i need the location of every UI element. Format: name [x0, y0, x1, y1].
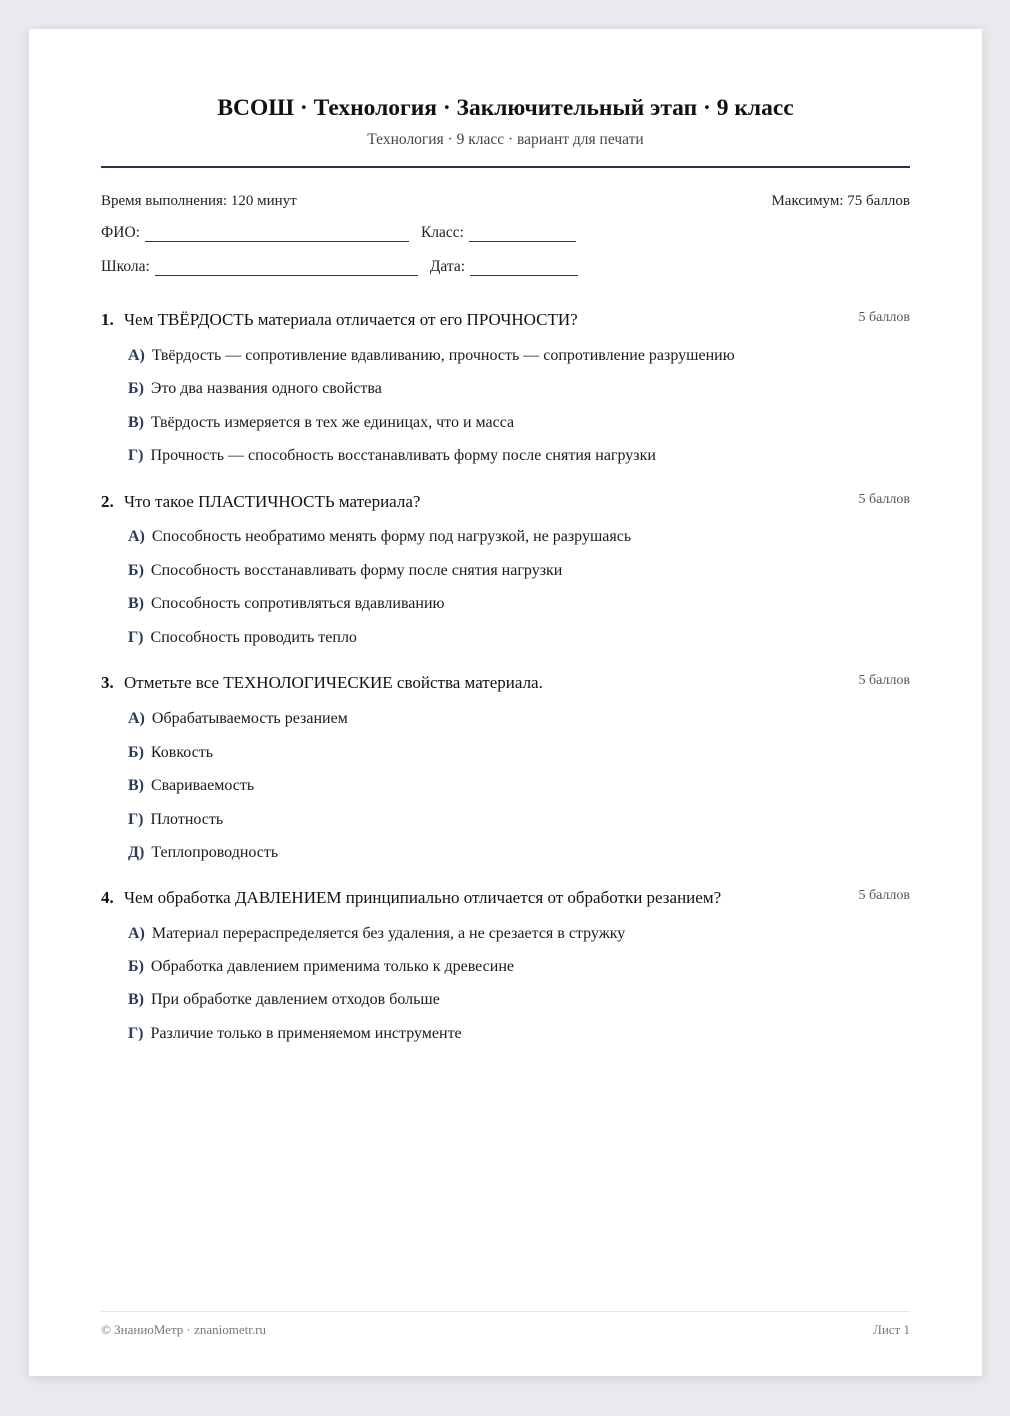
footer-copyright: © ЗнаниоМетр · znaniometr.ru — [101, 1322, 266, 1337]
fio-class-row — [101, 224, 576, 242]
school-blank[interactable] — [155, 261, 418, 276]
page-subtitle: Технология · 9 класс · вариант для печати — [367, 131, 644, 148]
option-text: Способность необратимо менять форму под нагрузкой, не разрушаясь — [151, 528, 632, 545]
option-text: Обработка давлением применима только к древесине — [150, 958, 514, 975]
option-letter: А) — [128, 528, 145, 545]
fio-label: ФИО: — [101, 224, 140, 241]
question-number: 2. — [101, 492, 114, 511]
answer-option[interactable] — [128, 777, 254, 795]
option-text: Ковкость — [150, 744, 214, 761]
question-points: 5 баллов — [858, 310, 910, 325]
option-letter: Г) — [128, 1025, 144, 1042]
question-4 — [101, 888, 910, 1042]
question-header — [101, 492, 910, 514]
question-header — [101, 310, 910, 332]
option-text: Твёрдость — сопротивление вдавливанию, прочность — сопротивление разрушению — [151, 347, 735, 364]
option-text: Обрабатываемость резанием — [151, 710, 348, 727]
option-text: При обработке давлением отходов больше — [151, 991, 440, 1008]
question-1 — [101, 310, 910, 464]
answer-option[interactable] — [128, 528, 631, 546]
answer-option[interactable] — [128, 1025, 462, 1043]
question-points: 5 баллов — [858, 888, 910, 903]
answer-option[interactable] — [128, 629, 357, 647]
answer-option[interactable] — [128, 414, 514, 432]
answer-option[interactable] — [128, 447, 656, 465]
answer-option[interactable] — [128, 710, 348, 728]
answer-option[interactable] — [128, 744, 213, 762]
option-letter: Б) — [128, 562, 144, 579]
answer-option[interactable] — [128, 562, 562, 580]
answer-option[interactable] — [128, 595, 444, 613]
option-letter: В) — [128, 414, 144, 431]
answer-option[interactable] — [128, 347, 735, 365]
exam-sheet — [29, 29, 982, 1376]
option-text: Способность сопротивляться вдавливанию — [151, 595, 445, 612]
date-blank[interactable] — [470, 261, 578, 276]
page-title: ВСОШ · Технология · Заключительный этап · 9 класс — [217, 95, 794, 121]
question-3 — [101, 673, 910, 861]
date-label: Дата: — [429, 258, 466, 275]
question-number: 4. — [101, 888, 114, 907]
option-text: Способность восстанавливать форму после снятия нагрузки — [150, 562, 563, 579]
option-letter: А) — [128, 925, 145, 942]
question-2 — [101, 492, 910, 646]
time-limit: Время выполнения: 120 минут — [101, 193, 297, 209]
answer-option[interactable] — [128, 380, 382, 398]
option-letter: А) — [128, 710, 145, 727]
question-points: 5 баллов — [858, 673, 910, 688]
question-header — [101, 888, 910, 910]
question-number: 3. — [101, 673, 114, 692]
option-letter: В) — [128, 777, 144, 794]
option-text: Прочность — способность восстанавливать форму после снятия нагрузки — [150, 447, 656, 464]
option-letter: Д) — [128, 844, 145, 861]
option-letter: Г) — [128, 629, 144, 646]
option-text: Способность проводить тепло — [150, 629, 357, 646]
option-letter: Б) — [128, 744, 144, 761]
class-label: Класс: — [420, 224, 464, 241]
answer-option[interactable] — [128, 991, 440, 1009]
option-text: Различие только в применяемом инструменте — [150, 1025, 462, 1042]
option-text: Твёрдость измеряется в тех же единицах, что и масса — [151, 414, 515, 431]
sheet-content — [101, 29, 910, 1376]
question-text: Что такое ПЛАСТИЧНОСТЬ материала? — [124, 492, 421, 511]
option-text: Теплопроводность — [151, 844, 279, 861]
option-text: Это два названия одного свойства — [150, 380, 382, 397]
option-letter: А) — [128, 347, 145, 364]
answer-option[interactable] — [128, 811, 223, 829]
option-text: Свариваемость — [151, 777, 255, 794]
option-letter: В) — [128, 991, 144, 1008]
option-letter: В) — [128, 595, 144, 612]
class-blank[interactable] — [469, 227, 576, 242]
question-number: 1. — [101, 310, 114, 329]
question-points: 5 баллов — [858, 492, 910, 507]
option-letter: Г) — [128, 447, 144, 464]
answer-option[interactable] — [128, 958, 514, 976]
question-text: Отметьте все ТЕХНОЛОГИЧЕСКИЕ свойства материала. — [124, 673, 543, 692]
question-text: Чем ТВЁРДОСТЬ материала отличается от его ПРОЧНОСТИ? — [124, 310, 578, 329]
header-divider — [101, 166, 910, 168]
max-score: Максимум: 75 баллов — [771, 193, 910, 209]
option-text: Плотность — [150, 811, 224, 828]
footer-divider — [101, 1311, 910, 1312]
footer-sheet-number: Лист 1 — [873, 1322, 910, 1337]
fio-blank[interactable] — [145, 227, 409, 242]
option-letter: Б) — [128, 958, 144, 975]
answer-option[interactable] — [128, 925, 625, 943]
question-text: Чем обработка ДАВЛЕНИЕМ принципиально отличается от обработки резанием? — [124, 888, 722, 907]
school-date-row — [101, 258, 578, 276]
question-header — [101, 673, 910, 695]
option-text: Материал перераспределяется без удаления, а не срезается в стружку — [151, 925, 626, 942]
answer-option[interactable] — [128, 844, 278, 862]
option-letter: Б) — [128, 380, 144, 397]
school-label: Школа: — [101, 258, 150, 275]
option-letter: Г) — [128, 811, 144, 828]
